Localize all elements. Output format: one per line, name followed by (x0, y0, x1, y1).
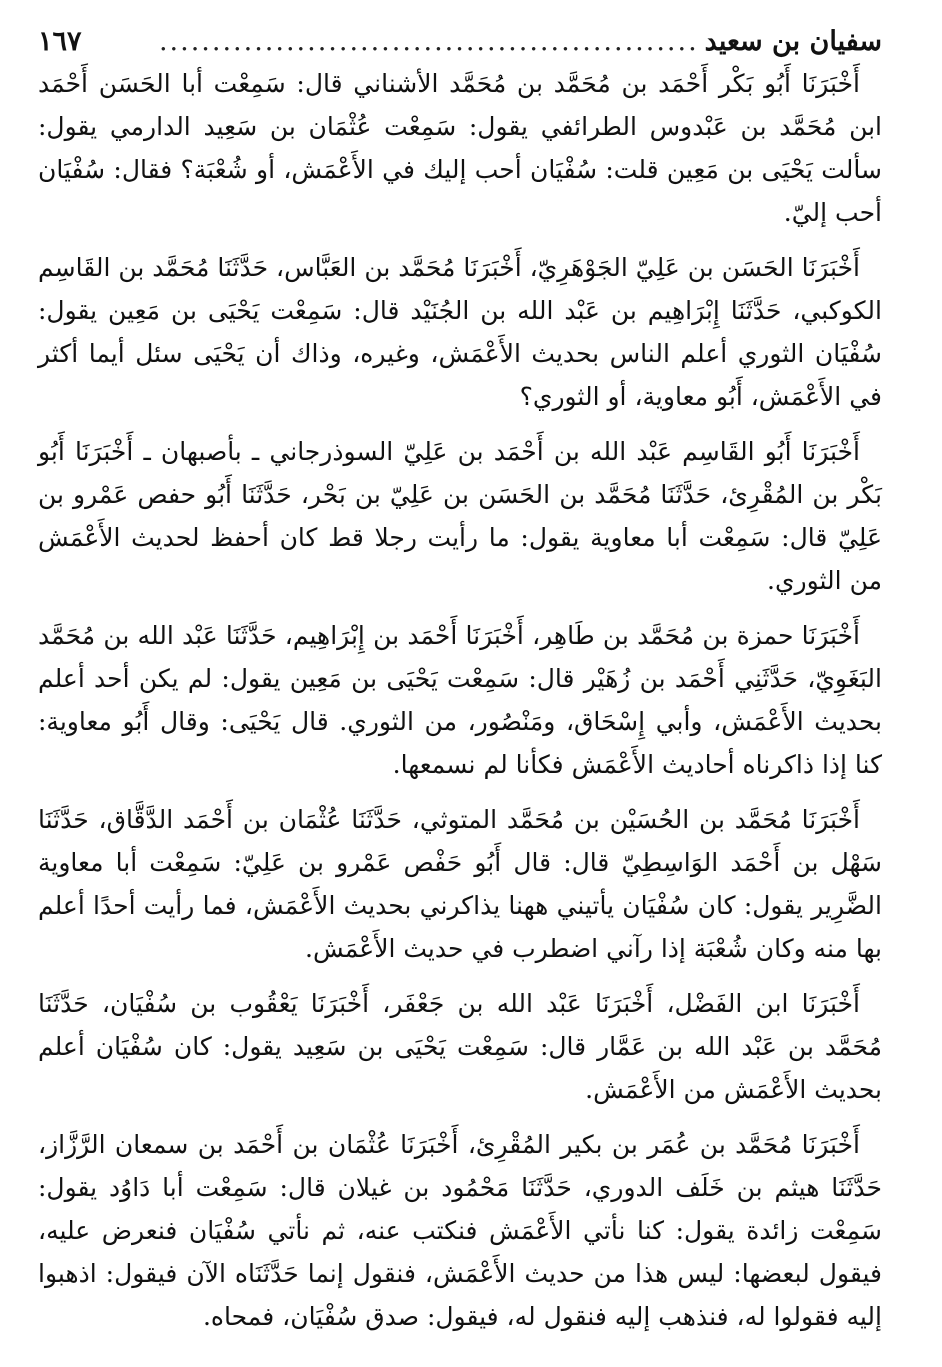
page-number: ١٦٧ (38, 26, 82, 57)
paragraph-1: أَخْبَرَنَا أَبُو بَكْر أَحْمَد بن مُحَمَّد بن مُحَمَّد الأشناني قال: سَمِعْت أبا الحَسَن أَحْمَد ابن مُحَمَّد بن عَبْدوس الطرائفي يقول: سَمِعْت عُثْمَان بن سَعِيد الدارمي يقول: سألت يَحْيَى بن مَعِين قلت: سُفْيَان أحب إليك في الأَعْمَش، أو شُعْبَة؟ فقال: سُفْيَان أحب إليّ. (38, 69, 882, 227)
paragraph-6: أَخْبَرَنَا ابن الفَضْل، أَخْبَرَنَا عَبْد الله بن جَعْفَر، أَخْبَرَنَا يَعْقُوب بن سُفْيَان، حَدَّثَنَا مُحَمَّد بن عَبْد الله بن عَمَّار قال: سَمِعْت يَحْيَى بن سَعِيد يقول: كان سُفْيَان أعلم بحديث الأَعْمَش من الأَعْمَش. (38, 989, 882, 1104)
leader-dots: ................................................... (158, 26, 699, 57)
paragraph-5: أَخْبَرَنَا مُحَمَّد بن الحُسَيْن بن مُحَمَّد المتوثي، حَدَّثَنَا عُثْمَان بن أَحْمَد الدَّقَّاق، حَدَّثَنَا سَهْل بن أَحْمَد الوَاسِطِيّ قال: قال أَبُو حَفْص عَمْرو بن عَلِيّ: سَمِعْت أبا معاوية الضَّرِير يقول: كان سُفْيَان يأتيني ههنا يذاكرني بحديث الأَعْمَش، فما رأيت أحدًا أعلم بها منه وكان شُعْبَة إذا رآني اضطرب في حديث الأَعْمَش. (38, 805, 882, 963)
paragraph-3: أَخْبَرَنَا أَبُو القَاسِم عَبْد الله بن أَحْمَد بن عَلِيّ السوذرجاني ـ بأصبهان ـ أَخْبَرَنَا أَبُو بَكْر بن المُقْرِئ، حَدَّثَنَا مُحَمَّد بن الحَسَن بن عَلِيّ بن بَحْر، حَدَّثَنَا أَبُو حفص عَمْرو بن عَلِيّ قال: سَمِعْت أبا معاوية يقول: ما رأيت رجلا قط كان أحفظ لحديث الأَعْمَش من الثوري. (38, 437, 882, 595)
running-header (38, 22, 882, 62)
paragraph-4: أَخْبَرَنَا حمزة بن مُحَمَّد بن طَاهِر، أَخْبَرَنَا أَحْمَد بن إِبْرَاهِيم، حَدَّثَنَا عَبْد الله بن مُحَمَّد البَغَوِيّ، حَدَّثَنِي أَحْمَد بن زُهَيْر قال: سَمِعْت يَحْيَى بن مَعِين يقول: لم يكن أحد أعلم بحديث الأَعْمَش، وأبي إِسْحَاق، ومَنْصُور، من الثوري. قال يَحْيَى: وقال أَبُو معاوية: كنا إذا ذاكرناه أحاديث الأَعْمَش فكأنا لم نسمعها. (38, 621, 882, 779)
body-text (38, 62, 882, 1338)
paragraph-2: أَخْبَرَنَا الحَسَن بن عَلِيّ الجَوْهَرِيّ، أَخْبَرَنَا مُحَمَّد بن العَبَّاس، حَدَّثَنَا مُحَمَّد بن القَاسِم الكوكبي، حَدَّثَنَا إِبْرَاهِيم بن عَبْد الله بن الجُنَيْد قال: سَمِعْت يَحْيَى بن مَعِين يقول: سُفْيَان الثوري أعلم الناس بحديث الأَعْمَش، وغيره، وذاك أن يَحْيَى سئل أيما أكثر في الأَعْمَش، أَبُو معاوية، أو الثوري؟ (38, 253, 882, 411)
paragraph-7: أَخْبَرَنَا مُحَمَّد بن عُمَر بن بكير المُقْرِئ، أَخْبَرَنَا عُثْمَان بن أَحْمَد بن سمعان الرَّزَّاز، حَدَّثَنَا هيثم بن خَلَف الدوري، حَدَّثَنَا مَحْمُود بن غيلان قال: سَمِعْت أبا دَاوُد يقول: سَمِعْت زائدة يقول: كنا نأتي الأَعْمَش فنكتب عنه، ثم نأتي سُفْيَان فنعرض عليه، فيقول لبعضها: ليس هذا من حديث الأَعْمَش، فنقول إنما حَدَّثَنَاه الآن فيقول: اذهبوا إليه فقولوا له، فنذهب إليه فنقول له، فيقول: صدق سُفْيَان، فمحاه. (38, 1130, 882, 1331)
running-title: سفيان بن سعيد (704, 26, 882, 57)
